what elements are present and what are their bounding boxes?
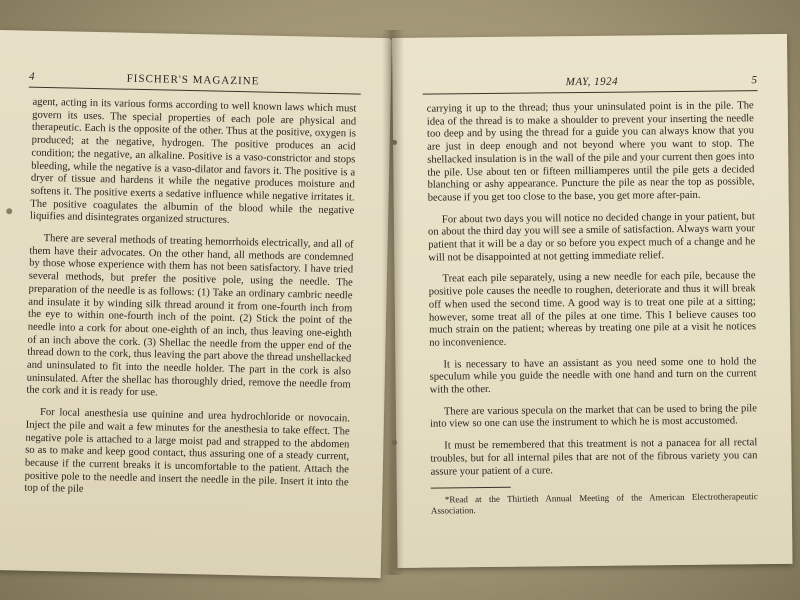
right-running-header (422, 74, 757, 90)
paragraph: There are various specula on the market that can be used to bring the pile into view so one can use the instrument to which he is most accustomed. (429, 402, 757, 431)
margin-mark (6, 208, 12, 214)
right-header-rule (423, 90, 758, 95)
right-page (392, 34, 793, 568)
right-running-head: MAY, 1924 (565, 75, 619, 89)
footnote: *Read at the Thirtieth Annual Meeting of the American Electrotherapeutic Association. (430, 491, 758, 516)
paragraph: Treat each pile separately, using a new needle for each pile, because the positive pole causes the needle to roughen, deteriorate and thus it will break off when used the second time. A good way is to treat one pile at a sitting; however, some treat all of the piles at one time. This I believe causes too much strain on the patient; whereas by treating one pile at a visit he notices no inconvenience. (428, 270, 757, 349)
right-page-body (427, 100, 758, 526)
left-running-head: FISCHER'S MAGAZINE (126, 72, 260, 88)
staple-hole (392, 440, 397, 445)
left-page-body (24, 97, 356, 512)
paragraph: For about two days you will notice no decided change in your patient, but on about the third day you will see a smile of satisfaction. Always warn your patient that it will be a day or so before you expect much of a change and he will not be disappointed at not getting immediate relief. (427, 210, 756, 264)
staple-hole (392, 140, 397, 145)
paragraph: There are several methods of treating hemorrhoids electrically, and all of them have their advocates. On the other hand, all methods are condemned by those whose experience with them has not been satisfactory. I have tried several methods, but prefer the positive pole, using the needle. The preparation of the needle is as follows: (1) Take an ordinary cambric needle and insulate it by winding silk thread around it from one-fourth inch from the eye to within one-fourth inch of the point. (2) Stick the point of the needle into a cork for about one-eighth of an inch, thus leaving one-eighth of an inch above the cork. (3) Shellac the needle from the upper end of the thread down to the cork, thus leaving the part above the thread unshellacked and uninsulated to fit into the needle holder. The part in the cork is also uninsulated. After the shellac has thoroughly dried, remove the needle from the cork and it is ready for use. (26, 232, 354, 399)
left-page-number: 4 (28, 70, 36, 83)
right-page-number: 5 (751, 74, 758, 87)
paragraph: carrying it up to the thread; thus your uninsulated point is in the pile. The idea of the thread is to make a shoulder to prevent your inserting the needle too deep and by using the thread for a guide you can always know that you are just in deep enough and not beyond where you want to stop. The shellacked insulation is in the wall of the pile and your current then goes into the pile. Use about ten or fifteen milliamperes until the pile gets a decided blanching or ashy appearance. Puncture the pile as near the top as possible, because if you get too close to the base, you get more after-pain. (426, 100, 755, 204)
paragraph: For local anesthesia use quinine and urea hydrochloride or novocain. Inject the pile and wait a few minutes for the anesthesia to take effect. The negative pole is attached to a large moist pad and strapped to the abdomen so as to make and keep good contact, thus assuring one of a steady current, because if the current breaks it is uncomfortable to the patient. Attach the positive pole to the needle and insert the needle in the pile. Insert it into the top of the pile (24, 407, 351, 496)
left-page (0, 30, 392, 578)
paragraph: It must be remembered that this treatment is not a panacea for all rectal troubles, but for all internal piles that are not of the fibrous variety you can assure your patient of a cure. (430, 437, 758, 478)
paragraph: It is necessary to have an assistant as you need some one to hold the speculum while you guide the needle with one hand and turn on the current with the other. (429, 355, 757, 396)
footnote-rule (431, 487, 511, 489)
paragraph: agent, acting in its various forms according to well known laws which must govern its uses. The special properties of each pole are physical and therapeutic. Each is the opposite of the other. Thus at the positive, oxygen is produced; at the negative, hydrogen. The positive produces an acid condition; the negative, an alkaline. Positive is a vaso-constrictor and stops bleeding, while the negative is a vaso-dilator and favors it. The positive is a dryer of tissue and hardens it while the negative produces moisture and softens it. The positive exerts a sedative influence while negative irritates it. The positive coagulates the albumin of the blood while the negative liquifies and disintegrates organized structures. (29, 96, 357, 227)
